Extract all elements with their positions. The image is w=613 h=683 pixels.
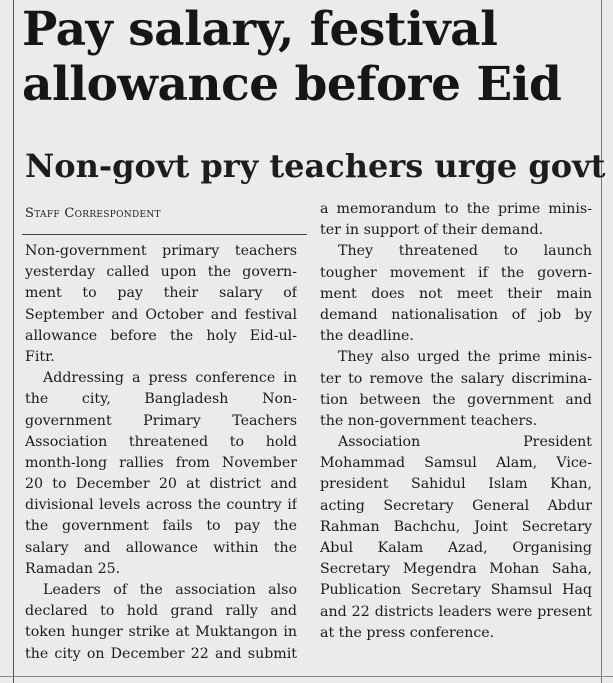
text-line: Association threatened to hold (25, 433, 297, 450)
text-line: a memorandum to the prime minis- (320, 201, 592, 217)
byline: Staff Correspondent (25, 206, 161, 221)
text-line: Secretary Megendra Mohan Saha, (320, 561, 592, 578)
text-line: Rahman Bachchu, Joint Secretary (320, 518, 592, 535)
text-line: 20 to December 20 at district and (25, 476, 297, 493)
headline-line-1: Pay salary, festival (22, 2, 498, 57)
text-line: the government fails to pay the (25, 518, 297, 535)
text-line: the non-government teachers. (320, 412, 538, 429)
text-line: tion between the government and (320, 391, 592, 408)
text-line: Ramadan 25. (25, 560, 121, 577)
text-line: They also urged the prime minis- (338, 349, 592, 366)
text-line: September and October and festival (25, 306, 297, 323)
left-column-rule (13, 0, 14, 683)
text-line: Leaders of the association also (43, 582, 297, 598)
text-line: Publication Secretary Shamsul Haq (320, 582, 592, 599)
text-line: allowance before the holy Eid-ul- (25, 327, 297, 344)
text-line: the city on December 22 and submit (25, 645, 297, 662)
headline-line-2: allowance before Eid (22, 57, 562, 112)
text-line: demand nationalisation of job by (320, 306, 592, 323)
text-line: ter to remove the salary discrimina- (320, 370, 592, 387)
text-line: acting Secretary General Abdur (320, 497, 592, 514)
text-line: Abul Kalam Azad, Organising (320, 540, 592, 556)
text-line: declared to hold grand rally and (25, 603, 297, 620)
text-line: ment to pay their salary of (25, 285, 297, 302)
text-line: Non-government primary teachers (25, 243, 297, 259)
text-line: salary and allowance within the (25, 539, 297, 556)
text-line: divisional levels across the country if (25, 497, 297, 514)
text-line: ter in support of their demand. (320, 222, 544, 239)
text-line: Fitr. (25, 348, 55, 365)
text-line: government Primary Teachers (25, 412, 297, 429)
text-line: tougher movement if the govern- (320, 264, 592, 281)
text-line: They threatened to launch (338, 243, 592, 260)
article-column-left (25, 241, 297, 665)
text-line: Association President (338, 434, 592, 451)
headline (22, 2, 602, 112)
text-line: the city, Bangladesh Non- (25, 391, 297, 408)
text-line: Addressing a press conference in (43, 370, 297, 387)
text-line: at the press conference. (320, 624, 495, 641)
article-column-right (320, 199, 592, 644)
bottom-rule (0, 676, 613, 677)
text-line: Mohammad Samsul Alam, Vice- (320, 455, 592, 472)
text-line: ment does not meet their main (320, 285, 592, 302)
text-line: token hunger strike at Muktangon in (25, 624, 297, 641)
subheadline: Non-govt pry teachers urge govt (25, 147, 606, 185)
text-line: month-long rallies from November (25, 454, 297, 471)
text-line: and 22 districts leaders were present (320, 603, 592, 620)
text-line: yesterday called upon the govern- (25, 264, 297, 281)
byline-rule (22, 234, 307, 235)
text-line: president Sahidul Islam Khan, (320, 476, 592, 493)
text-line: the deadline. (320, 328, 414, 345)
